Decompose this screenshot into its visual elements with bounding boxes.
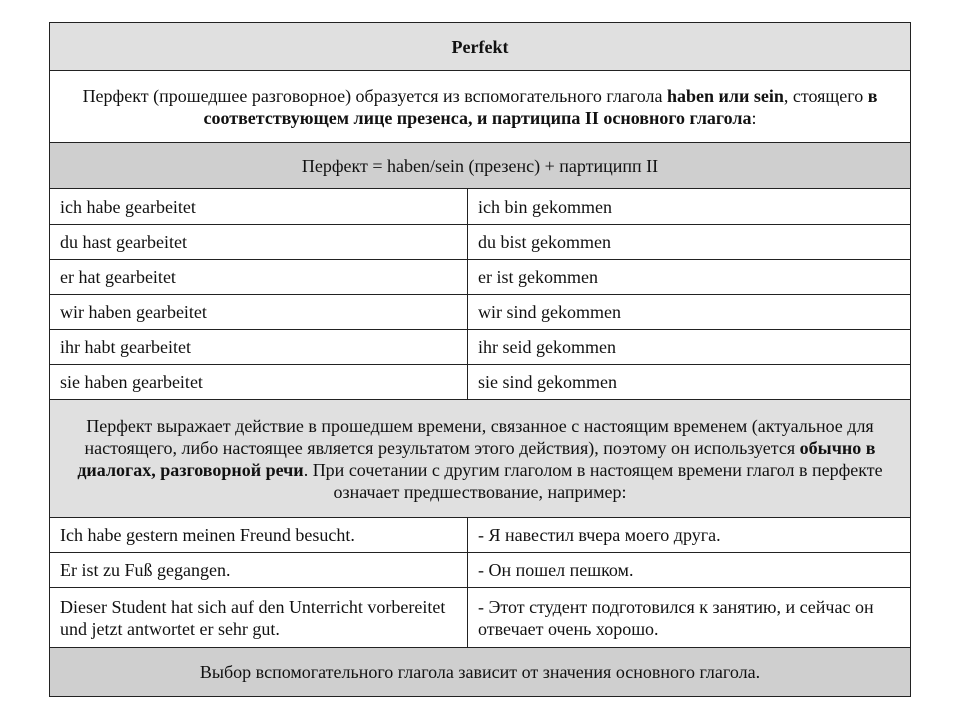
conjugation-sein: ich bin gekommen xyxy=(468,189,911,225)
conjugation-haben: er hat gearbeitet xyxy=(50,260,468,295)
table-row xyxy=(50,553,911,588)
table-row xyxy=(50,365,911,400)
conjugation-sein: sie sind gekommen xyxy=(468,365,911,400)
conjugation-sein: er ist gekommen xyxy=(468,260,911,295)
usage-text: Перфект выражает действие в прошедшем времени, связанное с настоящим временем (актуальное для настоящего, либо настоящее является результатом этого действия), поэтому он используется обычно в диалогах, разговорной речи. При сочетании с другим глаголом в настоящем времени глагол в перфекте означает предшествование, например: xyxy=(50,400,911,518)
conjugation-haben: wir haben gearbeitet xyxy=(50,295,468,330)
perfekt-table xyxy=(49,22,911,697)
table-row xyxy=(50,330,911,365)
example-russian: - Он пошел пешком. xyxy=(468,553,911,588)
conjugation-haben: sie haben gearbeitet xyxy=(50,365,468,400)
footer-note: Выбор вспомогательного глагола зависит от значения основного глагола. xyxy=(50,648,911,697)
formula-row: Перфект = haben/sein (презенс) + партиципп II xyxy=(50,143,911,189)
example-german: Dieser Student hat sich auf den Unterricht vorbereitet und jetzt antwortet er sehr gut. xyxy=(50,588,468,648)
example-russian: - Я навестил вчера моего друга. xyxy=(468,518,911,553)
table-row xyxy=(50,588,911,648)
table-row xyxy=(50,295,911,330)
example-german: Ich habe gestern meinen Freund besucht. xyxy=(50,518,468,553)
intro-text: Перфект (прошедшее разговорное) образуется из вспомогательного глагола haben или sein, стоящего в соответствующем лице презенса, и партиципа II основного глагола: xyxy=(50,71,911,143)
conjugation-sein: wir sind gekommen xyxy=(468,295,911,330)
conjugation-sein: ihr seid gekommen xyxy=(468,330,911,365)
table-row xyxy=(50,225,911,260)
example-german: Er ist zu Fuß gegangen. xyxy=(50,553,468,588)
table-row xyxy=(50,518,911,553)
example-russian: - Этот студент подготовился к занятию, и сейчас он отвечает очень хорошо. xyxy=(468,588,911,648)
table-row xyxy=(50,260,911,295)
conjugation-haben: du hast gearbeitet xyxy=(50,225,468,260)
conjugation-haben: ihr habt gearbeitet xyxy=(50,330,468,365)
table-title: Perfekt xyxy=(50,23,911,71)
conjugation-haben: ich habe gearbeitet xyxy=(50,189,468,225)
conjugation-sein: du bist gekommen xyxy=(468,225,911,260)
table-row xyxy=(50,189,911,225)
